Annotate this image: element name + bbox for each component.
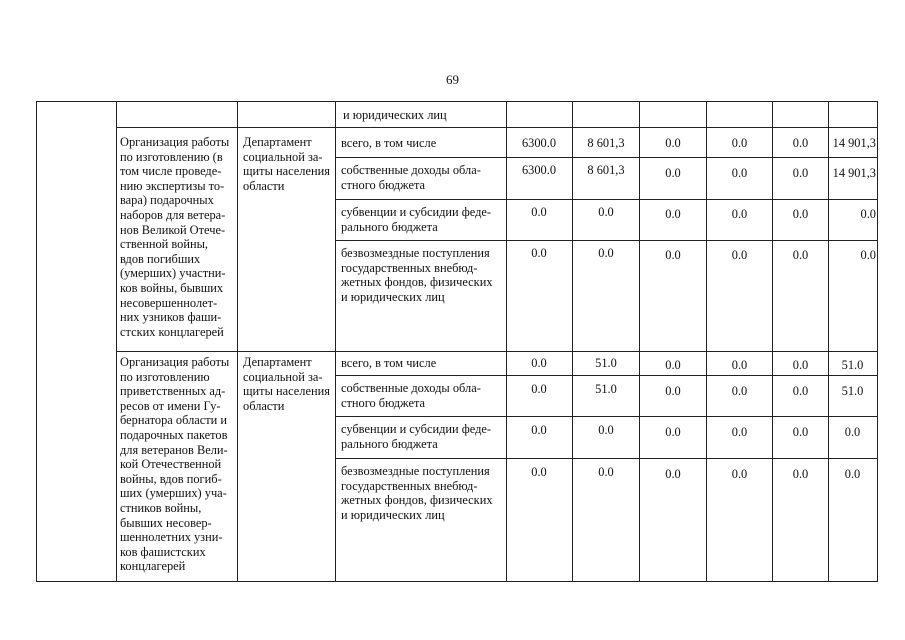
value-cell: 0.0: [844, 425, 861, 439]
grid-line: [116, 102, 117, 581]
value-cell: 0.0: [731, 425, 748, 439]
value-cell: 0.0: [731, 136, 748, 150]
grid-line: [335, 102, 336, 581]
value-cell: 0.0: [531, 205, 547, 219]
value-cell: 0.0: [665, 358, 681, 372]
value-cell: 6300.0: [521, 136, 557, 150]
funding-source: собственные доходы обла- стного бюджета: [341, 163, 481, 192]
value-cell: 0.0: [731, 207, 748, 221]
budget-table: [36, 101, 878, 582]
grid-line: [335, 375, 877, 376]
event-description: Организация работы по изготовлению (в том числе проведе- нию экспертизы то- вара) подарочных наборов для ветера- нов Великой Отече- ственной войны, вдов погибших (умерших) участни- ков войны, бывших несовершеннолет- них узников фаши- стских концлагерей: [120, 135, 230, 339]
value-cell: 6300.0: [521, 163, 557, 177]
value-cell: 0.0: [531, 246, 547, 260]
value-cell: 0.0: [731, 358, 748, 372]
grid-line: [335, 458, 877, 459]
value-cell: 14 901,3: [832, 136, 876, 150]
value-cell: 0.0: [731, 166, 748, 180]
value-cell: 51.0: [841, 358, 864, 372]
value-cell: 0.0: [665, 207, 681, 221]
grid-line: [116, 351, 877, 352]
value-cell: 0.0: [531, 423, 547, 437]
value-cell: 0.0: [792, 207, 809, 221]
value-cell: 14 901,3: [832, 166, 876, 180]
value-cell: 51.0: [841, 384, 864, 398]
value-cell: 0.0: [531, 465, 547, 479]
value-cell: 0.0: [792, 248, 809, 262]
value-cell: 0.0: [665, 136, 681, 150]
funding-source: всего, в том числе: [341, 136, 437, 150]
value-cell: 0.0: [598, 205, 614, 219]
grid-line: [335, 240, 877, 241]
value-cell: 0.0: [531, 382, 547, 396]
executor: Департамент социальной за- щиты населения области: [243, 135, 330, 193]
grid-line: [335, 157, 877, 158]
value-cell: 0.0: [531, 356, 547, 370]
value-cell: 0.0: [792, 136, 809, 150]
value-cell: 0.0: [792, 467, 809, 481]
value-cell: 0.0: [844, 467, 861, 481]
value-cell: 51.0: [595, 382, 617, 396]
value-cell: 0.0: [792, 166, 809, 180]
value-cell: 0.0: [665, 425, 681, 439]
event-description: Организация работы по изготовлению приветственных ад- ресов от имени Гу- бернатора области и подарочных пакетов для ветеранов Вели- кой Отечественной войны, вдов погиб- ших (умерших) уча- стников войны, бывших несовер- шеннолетних узни- ков фашистских концлагерей: [120, 355, 230, 574]
grid-line: [116, 127, 877, 128]
value-cell: 0.0: [860, 207, 876, 221]
funding-source: субвенции и субсидии феде- рального бюджета: [341, 422, 492, 451]
funding-source: субвенции и субсидии феде- рального бюджета: [341, 205, 492, 234]
grid-line: [335, 199, 877, 200]
value-cell: 0.0: [731, 248, 748, 262]
continuation-text: и юридических лиц: [343, 108, 447, 122]
value-cell: 8 601,3: [587, 136, 625, 150]
page-number: 69: [446, 72, 459, 87]
value-cell: 8 601,3: [587, 163, 625, 177]
executor: Департамент социальной за- щиты населения области: [243, 355, 330, 413]
value-cell: 0.0: [665, 467, 681, 481]
value-cell: 0.0: [598, 423, 614, 437]
grid-line: [335, 416, 877, 417]
value-cell: 0.0: [792, 384, 809, 398]
value-cell: 0.0: [731, 467, 748, 481]
value-cell: 0.0: [792, 358, 809, 372]
funding-source: собственные доходы обла- стного бюджета: [341, 381, 481, 410]
grid-line: [237, 102, 238, 581]
value-cell: 0.0: [665, 166, 681, 180]
funding-source: безвозмездные поступления государственных внебюд- жетных фондов, физических и юридических лиц: [341, 246, 493, 304]
funding-source: всего, в том числе: [341, 356, 437, 370]
funding-source: безвозмездные поступления государственных внебюд- жетных фондов, физических и юридических лиц: [341, 464, 493, 522]
value-cell: 0.0: [665, 248, 681, 262]
value-cell: 51.0: [595, 356, 617, 370]
value-cell: 0.0: [731, 384, 748, 398]
value-cell: 0.0: [860, 248, 876, 262]
value-cell: 0.0: [792, 425, 809, 439]
value-cell: 0.0: [598, 246, 614, 260]
value-cell: 0.0: [665, 384, 681, 398]
value-cell: 0.0: [598, 465, 614, 479]
